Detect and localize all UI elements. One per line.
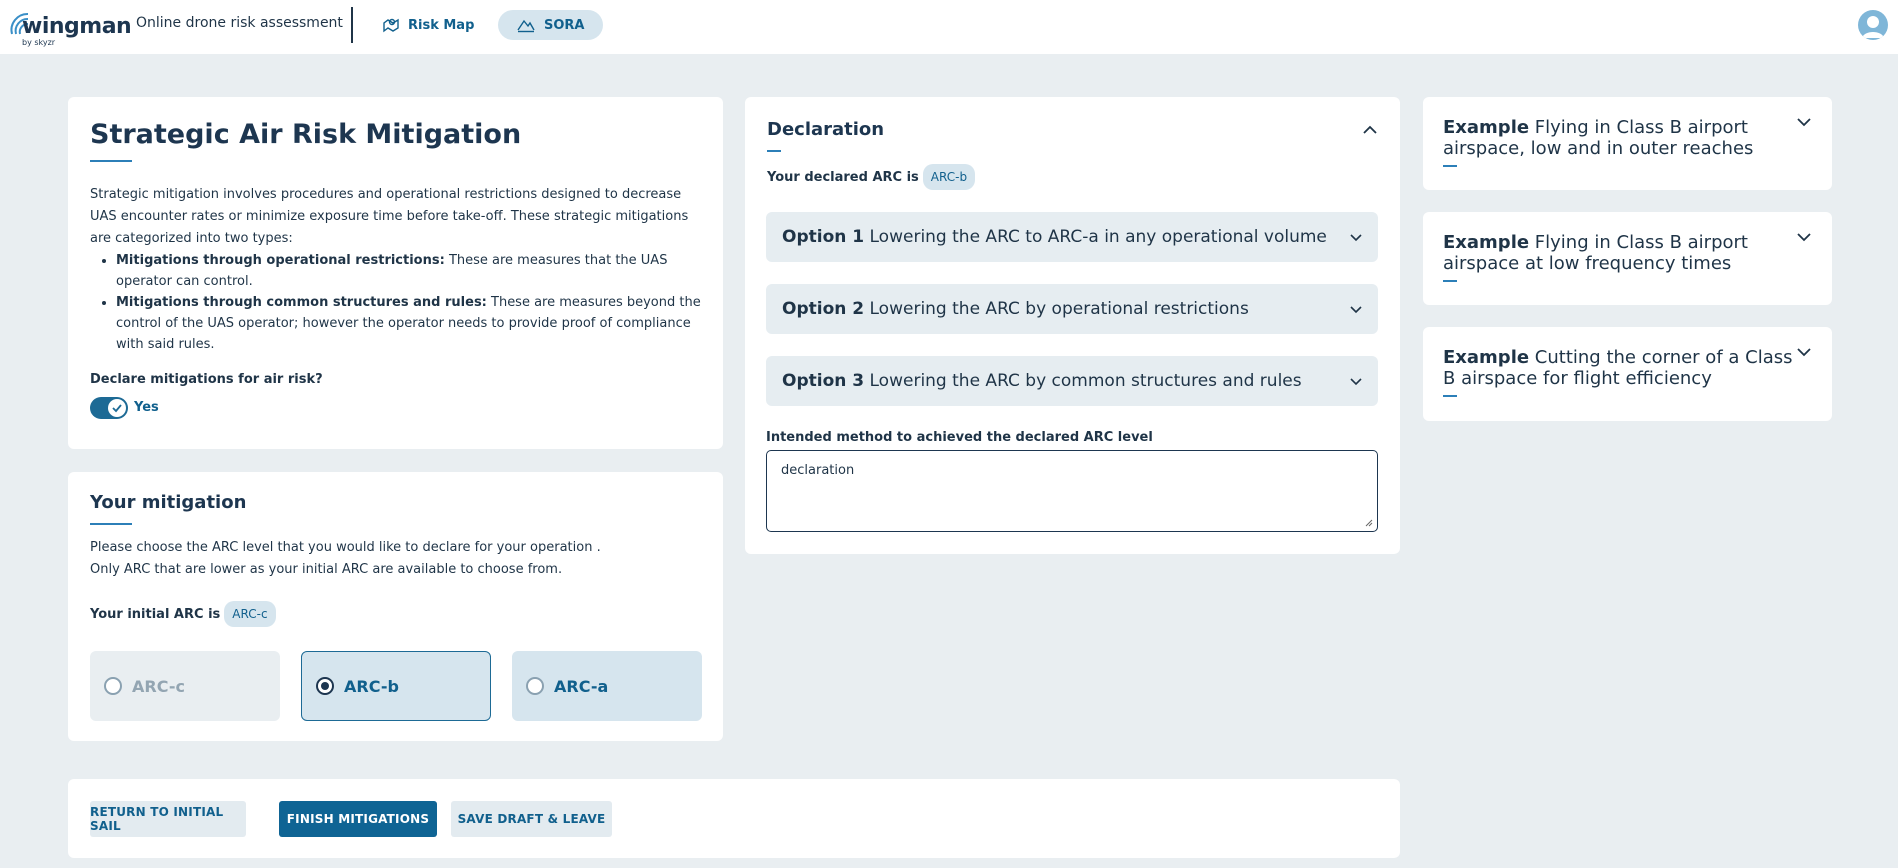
list-item (116, 250, 701, 292)
wingman-logo[interactable] (6, 8, 132, 47)
user-avatar-icon[interactable] (1858, 10, 1888, 40)
arc-option-b[interactable] (301, 651, 491, 721)
return-to-initial-sail-button[interactable]: RETURN TO INITIAL SAIL (90, 801, 246, 837)
app-subtitle: Online drone risk assessment (136, 15, 343, 31)
strategic-types-list (90, 250, 701, 355)
list-item-text: These are measures beyond the control of the UAS operator; however the operator needs to provide proof of compliance with said rules. (116, 295, 701, 352)
initial-arc-row (90, 601, 701, 627)
arc-option-label: ARC-a (554, 676, 609, 696)
strategic-intro: Strategic mitigation involves procedures and operational restrictions designed to decrease UAS encounter rates or minimize exposure time before take-off. These strategic mitigations are categorized into two types: (90, 187, 689, 246)
nav-risk-map-label: Risk Map (408, 17, 475, 33)
option-number: Option 3 (782, 371, 865, 391)
toggle-label: Yes (134, 400, 159, 415)
chevron-down-icon (1350, 231, 1362, 243)
example-title (1443, 117, 1793, 159)
chevron-down-icon (1796, 117, 1812, 127)
option-text: Lowering the ARC by operational restrictions (864, 299, 1249, 319)
strategic-mitigation-card (68, 97, 723, 449)
arc-option-a[interactable] (512, 651, 702, 721)
logo-byline: by skyzr (22, 38, 56, 47)
list-item-bold: Mitigations through operational restrictions: (116, 253, 445, 268)
chevron-down-icon (1350, 375, 1362, 387)
example-bold: Example (1443, 117, 1530, 138)
finish-mitigations-button[interactable]: FINISH MITIGATIONS (279, 801, 437, 837)
mitigation-instruction-2: Only ARC that are lower as your initial ARC are available to choose from. (90, 562, 563, 577)
example-card-1[interactable] (1423, 97, 1832, 190)
chevron-down-icon (1796, 347, 1812, 357)
initial-arc-label: Your initial ARC is (90, 607, 221, 622)
chevron-down-icon (1796, 232, 1812, 242)
nav-sora[interactable] (498, 10, 603, 40)
footer-bar (68, 779, 1400, 858)
option-number: Option 2 (782, 299, 865, 319)
option-number: Option 1 (782, 227, 865, 247)
radio-checked-icon (316, 677, 334, 695)
initial-arc-badge: ARC-c (224, 601, 275, 627)
option-2-title (782, 299, 1350, 319)
section-title: Your mitigation (90, 492, 247, 513)
title-underline (1443, 395, 1457, 397)
option-2-accordion[interactable] (766, 284, 1378, 334)
resize-handle-icon[interactable] (1365, 519, 1373, 527)
radio-icon (104, 677, 122, 695)
option-text: Lowering the ARC to ARC-a in any operational volume (864, 227, 1327, 247)
list-item (116, 292, 701, 355)
title-underline (1443, 165, 1457, 167)
example-bold: Example (1443, 347, 1530, 368)
declared-arc-label: Your declared ARC is (767, 170, 919, 185)
example-title (1443, 232, 1793, 274)
save-draft-leave-button[interactable]: SAVE DRAFT & LEAVE (451, 801, 612, 837)
sora-icon (516, 17, 536, 33)
option-3-accordion[interactable] (766, 356, 1378, 406)
example-bold: Example (1443, 232, 1530, 253)
chevron-up-icon[interactable] (1362, 125, 1378, 135)
list-item-text: These are measures that the UAS operator can control. (116, 253, 668, 289)
example-text: Cutting the corner of a Class B airspace for flight efficiency (1443, 347, 1793, 389)
chevron-down-icon (1350, 303, 1362, 315)
declare-question: Declare mitigations for air risk? (90, 372, 323, 387)
example-text: Flying in Class B airport airspace, low and in outer reaches (1443, 117, 1754, 159)
logo-wordmark: wingman (22, 14, 132, 39)
title-underline (767, 150, 781, 152)
nav-risk-map[interactable] (364, 10, 492, 40)
toggle-knob (108, 399, 126, 417)
method-textarea[interactable] (766, 450, 1378, 532)
example-title (1443, 347, 1793, 389)
section-title: Declaration (767, 119, 885, 140)
option-1-title (782, 227, 1350, 247)
top-bar (0, 0, 1898, 54)
declared-arc-badge: ARC-b (923, 164, 975, 190)
map-pin-icon (382, 16, 400, 34)
declared-arc-row (767, 164, 1378, 190)
arc-option-label: ARC-c (132, 676, 185, 696)
title-underline (1443, 280, 1457, 282)
title-underline (90, 160, 132, 162)
check-icon (111, 402, 123, 414)
nav-sora-label: SORA (544, 17, 585, 33)
example-card-3[interactable] (1423, 327, 1832, 421)
avatar-silhouette-icon (1858, 10, 1888, 40)
arc-option-c[interactable] (90, 651, 280, 721)
arc-option-label: ARC-b (344, 676, 399, 696)
radio-icon (526, 677, 544, 695)
option-text: Lowering the ARC by common structures and rules (864, 371, 1302, 391)
page-title: Strategic Air Risk Mitigation (90, 119, 522, 150)
header-divider (351, 7, 353, 43)
example-card-2[interactable] (1423, 212, 1832, 305)
option-1-accordion[interactable] (766, 212, 1378, 262)
method-label: Intended method to achieved the declared ARC level (766, 430, 1153, 445)
title-underline (90, 523, 132, 525)
mitigation-instruction-1: Please choose the ARC level that you would like to declare for your operation . (90, 540, 601, 555)
list-item-bold: Mitigations through common structures and rules: (116, 295, 487, 310)
declare-toggle[interactable] (90, 397, 128, 419)
example-text: Flying in Class B airport airspace at low frequency times (1443, 232, 1748, 274)
method-textarea-value: declaration (781, 463, 855, 478)
option-3-title (782, 371, 1350, 391)
